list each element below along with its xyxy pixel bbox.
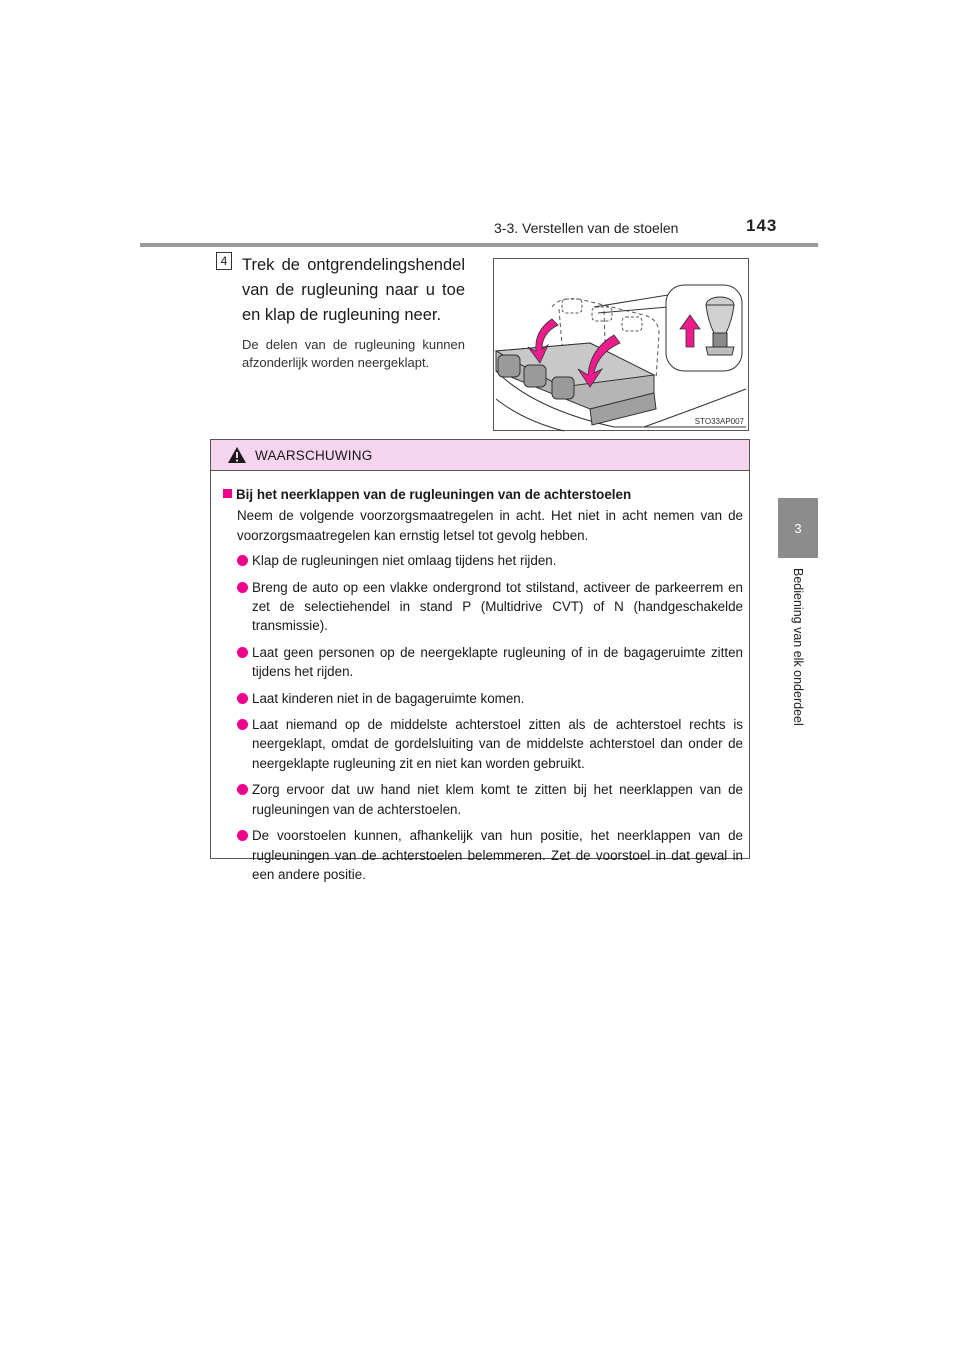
warning-item-text: De voorstoelen kunnen, afhankelijk van hun positie, het neerklappen van de rugleuningen van de achterstoelen belemmeren. Zet de voorstoel in dat geval in een andere positie. bbox=[252, 828, 743, 882]
warning-item bbox=[252, 689, 743, 708]
square-bullet-icon bbox=[223, 489, 232, 498]
bullet-icon bbox=[237, 647, 248, 658]
bullet-icon bbox=[237, 693, 248, 704]
warning-item bbox=[252, 780, 743, 819]
rear-seat-drawing bbox=[494, 259, 750, 432]
chapter-tab bbox=[778, 498, 818, 558]
warning-triangle-icon bbox=[227, 446, 247, 464]
warning-item-text: Laat niemand op de middelste achterstoel zitten als de achterstoel rechts is neergeklapt, omdat de gordelsluiting van de middelste achterstoel dan onder de neergeklapte rugleuning zit en niet kan worden gebruikt. bbox=[252, 717, 743, 771]
section-title: 3-3. Verstellen van de stoelen bbox=[494, 220, 679, 236]
chapter-number: 3 bbox=[794, 520, 802, 536]
warning-item bbox=[252, 643, 743, 682]
chapter-label bbox=[778, 566, 818, 776]
warning-header bbox=[211, 440, 749, 471]
step-note: De delen van de rugleuning kunnen afzonderlijk worden neergeklapt. bbox=[242, 337, 465, 370]
warning-body bbox=[221, 485, 743, 891]
bullet-icon bbox=[237, 784, 248, 795]
warning-item bbox=[252, 715, 743, 773]
warning-item bbox=[252, 551, 743, 570]
figure-code: STO33AP007 bbox=[694, 417, 744, 426]
step-instruction: Trek de ontgrendelingshendel van de rugleuning naar u toe en klap de rugleuning neer. bbox=[242, 256, 465, 324]
bullet-icon bbox=[237, 830, 248, 841]
bullet-icon bbox=[237, 719, 248, 730]
chapter-title: Bediening van elk onderdeel bbox=[791, 568, 805, 726]
step-number: 4 bbox=[216, 252, 232, 270]
warning-heading-text: Bij het neerklappen van de rugleuningen van de achterstoelen bbox=[236, 487, 632, 502]
warning-title: WAARSCHUWING bbox=[255, 448, 373, 463]
bullet-icon bbox=[237, 555, 248, 566]
page-number: 143 bbox=[746, 216, 778, 235]
warning-item-text: Zorg ervoor dat uw hand niet klem komt te zitten bij het neerklappen van de rugleuningen van de achterstoelen. bbox=[252, 782, 743, 817]
warning-heading bbox=[223, 485, 743, 504]
warning-item-text: Laat geen personen op de neergeklapte rugleuning of in de bagageruimte zitten tijdens het rijden. bbox=[252, 644, 743, 680]
warning-item-text: Laat kinderen niet in de bagageruimte komen. bbox=[252, 690, 525, 706]
warning-item bbox=[252, 826, 743, 884]
header-rule bbox=[140, 243, 818, 247]
warning-intro: Neem de volgende voorzorgsmaatregelen in acht. Het niet in acht nemen van de voorzorgsmaatregelen kan ernstig letsel tot gevolg hebben. bbox=[237, 508, 743, 543]
warning-item-text: Breng de auto op een vlakke ondergrond tot stilstand, activeer de parkeerrem en zet de selectiehendel in stand P (Multidrive CVT) of N (handgeschakelde transmissie). bbox=[252, 579, 743, 634]
warning-box bbox=[210, 439, 750, 882]
seat-fold-illustration bbox=[493, 258, 749, 431]
warning-item bbox=[252, 578, 743, 636]
warning-item-text: Klap de rugleuningen niet omlaag tijdens het rijden. bbox=[252, 553, 557, 569]
bullet-icon bbox=[237, 582, 248, 593]
